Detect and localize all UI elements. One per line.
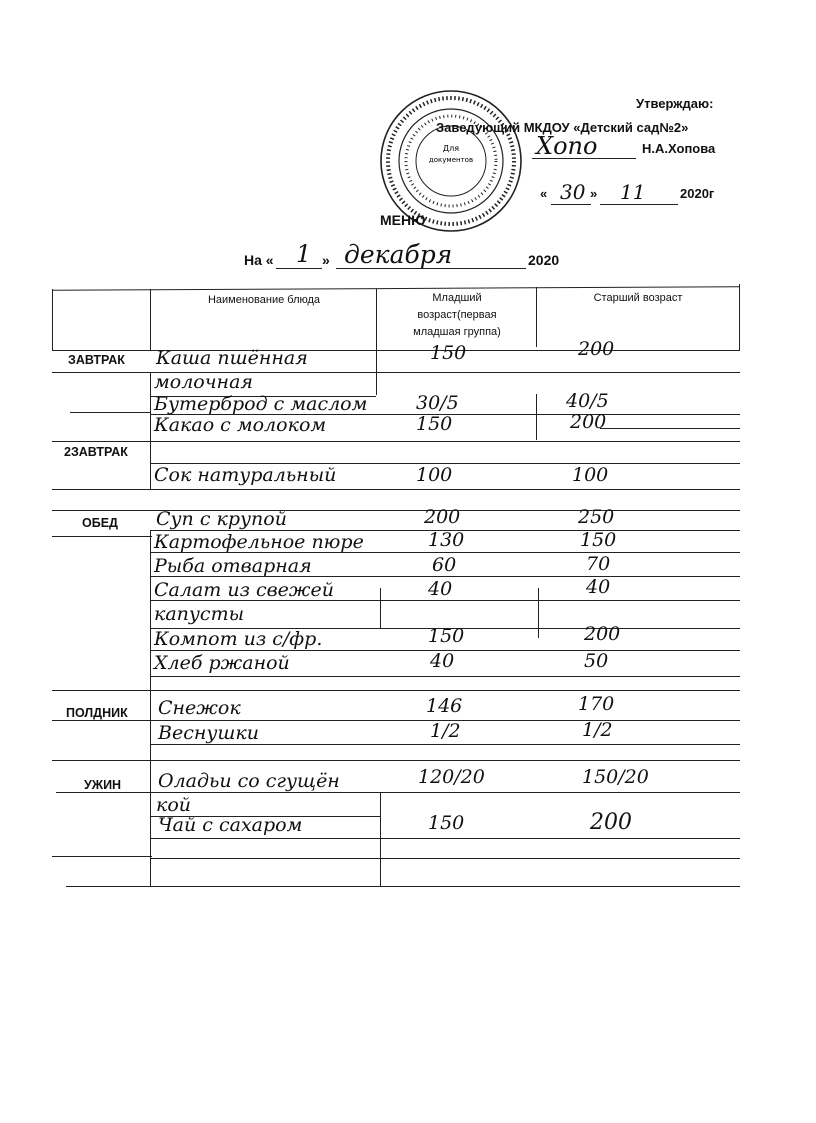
junior-portion: 150 xyxy=(428,812,465,834)
approval-date-open: « xyxy=(540,186,548,201)
dish-name: Рыба отварная xyxy=(154,555,312,577)
junior-portion: 130 xyxy=(428,529,465,551)
junior-portion: 150 xyxy=(416,413,453,435)
stamp-inner-line2: документов xyxy=(428,156,474,164)
section-breakfast: ЗАВТРАК xyxy=(68,353,125,367)
senior-portion: 150/20 xyxy=(582,766,649,788)
approval-date-month: 11 xyxy=(620,180,646,204)
col-divider-dish-snack xyxy=(150,690,151,760)
header-dish: Наименование блюда xyxy=(207,294,321,306)
row-line xyxy=(70,412,150,413)
stamp-inner-line1: Для xyxy=(442,144,460,153)
dish-name: Сок натуральный xyxy=(154,464,337,486)
senior-portion: 200 xyxy=(570,411,607,433)
senior-portion: 150 xyxy=(580,529,617,551)
col-divider-senior-body xyxy=(536,394,537,440)
junior-portion: 120/20 xyxy=(418,766,485,788)
senior-portion: 100 xyxy=(572,464,609,486)
dish-name: Бутерброд с маслом xyxy=(154,393,368,415)
col-divider-junior-dinner xyxy=(380,792,381,886)
col-divider-dish-b2 xyxy=(150,441,151,489)
junior-portion: 1/2 xyxy=(430,720,461,742)
header-junior-line3: младшая группа) xyxy=(413,326,501,338)
menu-date-close: » xyxy=(322,252,330,268)
section-dinner: УЖИН xyxy=(84,778,122,792)
dish-name: кой xyxy=(156,794,192,816)
approval-title: Утверждаю: xyxy=(636,96,714,111)
row-line xyxy=(150,838,740,839)
junior-portion: 40 xyxy=(428,578,453,600)
junior-portion: 146 xyxy=(426,695,463,717)
dish-name: Картофельное пюре xyxy=(154,531,364,553)
dish-name: Веснушки xyxy=(158,722,259,744)
dish-name: Снежок xyxy=(158,697,241,719)
signature-name: Н.А.Хопова xyxy=(642,141,716,156)
junior-portion: 150 xyxy=(428,625,465,647)
menu-date-day-line xyxy=(276,268,322,269)
header-junior-line1: Младший xyxy=(432,292,482,304)
col-divider-dish-dinner xyxy=(150,760,151,886)
dish-name: Чай с сахаром xyxy=(158,814,303,836)
col-divider-junior-lunch xyxy=(380,588,381,628)
approval-date-day-line xyxy=(551,204,591,205)
approval-date-day: 30 xyxy=(560,180,586,204)
row-line xyxy=(66,886,740,887)
row-line xyxy=(150,744,740,745)
signature: Хопо xyxy=(536,132,598,160)
row-line xyxy=(150,792,740,793)
junior-portion: 60 xyxy=(432,554,457,576)
dish-name: Салат из свежей xyxy=(154,579,335,601)
dish-name: Хлеб ржаной xyxy=(154,652,290,674)
col-divider-dish-body xyxy=(150,372,151,442)
col-divider-dish xyxy=(150,289,151,351)
senior-portion: 170 xyxy=(578,693,615,715)
senior-portion: 200 xyxy=(590,810,632,835)
dish-name: Каша пшённая xyxy=(156,347,308,369)
dish-name: молочная xyxy=(154,371,253,393)
header-junior-line2: возраст(первая xyxy=(417,309,497,321)
menu-date-day: 1 xyxy=(296,240,312,268)
junior-portion: 200 xyxy=(424,506,461,528)
approval-date-close: » xyxy=(590,186,598,201)
senior-portion: 200 xyxy=(584,623,621,645)
col-divider-senior xyxy=(536,287,537,347)
row-line xyxy=(52,690,740,691)
row-line xyxy=(150,858,740,859)
junior-portion: 40 xyxy=(430,650,455,672)
signature-line xyxy=(532,158,636,159)
dish-name: Суп с крупой xyxy=(156,508,287,530)
menu-title: МЕНЮ xyxy=(380,212,426,228)
senior-portion: 250 xyxy=(578,506,615,528)
menu-date-prefix: На « xyxy=(244,252,274,268)
approval-date-year: 2020г xyxy=(680,186,715,201)
approval-position: Заведующий МКДОУ «Детский сад№2» xyxy=(436,120,689,135)
row-line xyxy=(150,676,740,677)
section-snack: ПОЛДНИК xyxy=(66,706,128,720)
senior-portion: 200 xyxy=(578,338,615,360)
table-left-border xyxy=(52,289,53,351)
dish-name: капусты xyxy=(154,603,245,625)
header-senior: Старший возраст xyxy=(593,292,683,304)
row-line xyxy=(52,372,152,373)
senior-portion: 40/5 xyxy=(566,390,609,412)
senior-portion: 70 xyxy=(586,553,611,575)
row-line xyxy=(600,428,740,429)
dish-name: Компот из с/фр. xyxy=(154,628,323,650)
junior-portion: 150 xyxy=(430,342,467,364)
menu-date-month: декабря xyxy=(344,240,453,269)
row-line xyxy=(536,372,740,373)
row-line xyxy=(150,489,740,490)
section-lunch: ОБЕД xyxy=(82,516,118,530)
dish-name: Какао с молоком xyxy=(154,414,327,436)
menu-date-month-line xyxy=(336,268,526,269)
menu-date-year: 2020 xyxy=(528,252,560,268)
table-right-border xyxy=(739,284,740,350)
row-line xyxy=(378,372,536,373)
junior-portion: 100 xyxy=(416,464,453,486)
senior-portion: 1/2 xyxy=(582,719,613,741)
row-line xyxy=(52,441,740,442)
col-divider-dish-lunch xyxy=(150,530,151,690)
dish-name: Оладьи со сгущён xyxy=(158,770,340,792)
col-divider-senior-lunch xyxy=(538,588,539,638)
senior-portion: 50 xyxy=(584,650,609,672)
row-line xyxy=(52,489,152,490)
row-line xyxy=(52,856,152,857)
approval-date-month-line xyxy=(600,204,678,205)
row-line xyxy=(52,760,740,761)
junior-portion: 30/5 xyxy=(416,392,459,414)
row-line xyxy=(56,792,152,793)
row-line xyxy=(52,536,152,537)
senior-portion: 40 xyxy=(586,576,611,598)
section-breakfast2: 2ЗАВТРАК xyxy=(64,445,128,459)
row-line xyxy=(52,720,152,721)
col-divider-junior xyxy=(376,289,377,395)
